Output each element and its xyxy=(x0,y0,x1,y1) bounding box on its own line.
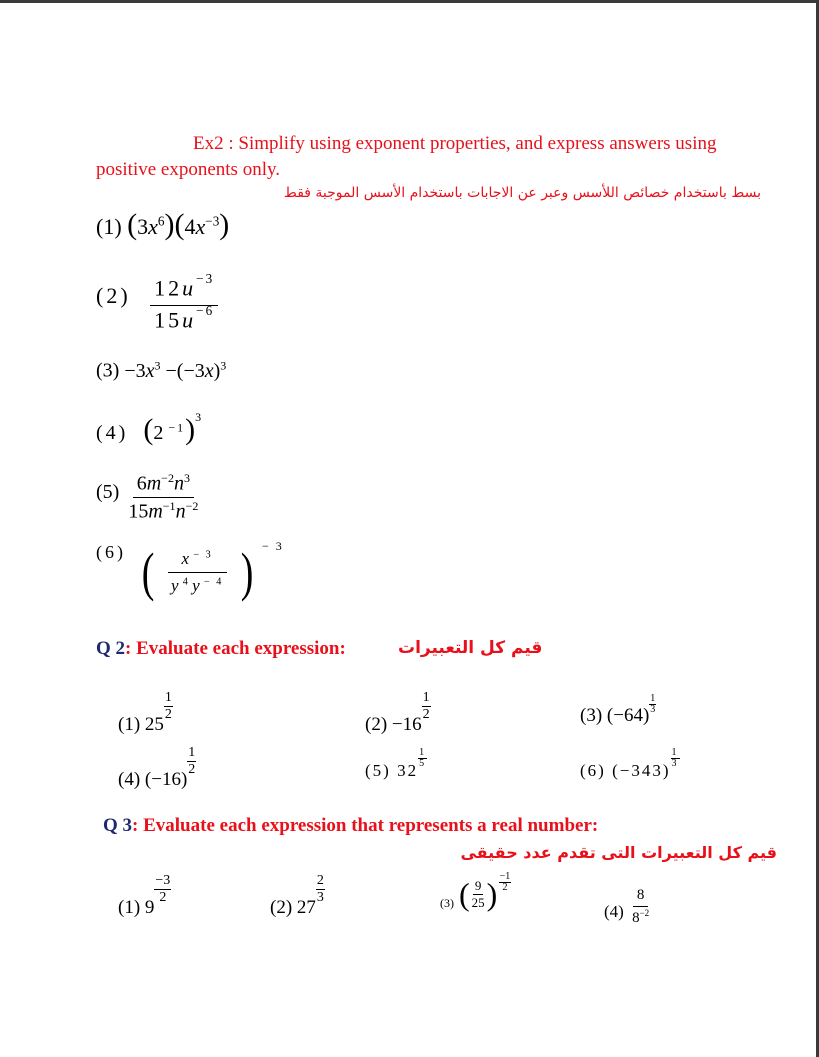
q2-problem-4 xyxy=(118,745,196,791)
ex2-label-2: (2) xyxy=(96,282,131,308)
q3-label-2: (2) xyxy=(270,897,293,918)
ex2-problem-4 xyxy=(96,410,202,447)
ex2-problem-6 xyxy=(96,539,284,602)
q2-number: Q 2 xyxy=(96,638,126,659)
q2-expr-1: 25 $\frac{1}{2}$ xyxy=(144,690,172,735)
q2-arabic-instruction: قيم كل التعبيرات xyxy=(398,638,543,658)
ex2-label-3: (3) xyxy=(96,359,120,382)
q3-expr-2: 27 $\frac{2}{3}$ xyxy=(296,873,324,918)
ex2-problem-5 xyxy=(96,472,202,522)
q3-heading-text: : Evaluate each expression that represents a real number: xyxy=(132,815,599,836)
ex2-expr-4: (2 $^{-1}$)$^3$ xyxy=(143,410,202,446)
q2-heading-text: : Evaluate each expression: xyxy=(125,638,346,659)
ex2-expr-3: $-3x^3 -(-3x)^3$ xyxy=(124,358,227,382)
q3-arabic-instruction: قيم كل التعبيرات التى تقدم عدد حقيقى xyxy=(460,843,777,862)
ex2-expr-2: $\frac{12u^{-3}}{15u^{-6}}$ xyxy=(150,276,218,332)
q2-expr-6: (−343) $\frac{1}{3}$ xyxy=(612,747,679,780)
q3-expr-1: 9 $\frac{-3}{2}$ xyxy=(144,873,171,918)
ex2-title-line2: positive exponents only. xyxy=(96,159,280,180)
q2-expr-3: (−64) $\frac{1}{3}$ xyxy=(606,693,656,726)
ex2-label-5: (5) xyxy=(96,480,120,503)
q2-problem-5 xyxy=(365,747,427,781)
q2-problem-1 xyxy=(118,690,173,736)
q3-expr-4: $\frac{8}{8^{-2}}$ xyxy=(632,887,650,926)
q2-label-1: (1) xyxy=(118,714,141,735)
q3-problem-3 xyxy=(440,871,511,913)
q2-label-5: (5) xyxy=(365,761,391,780)
q2-problem-6 xyxy=(580,747,680,781)
q2-problem-2 xyxy=(365,690,431,736)
q3-label-3: (3) xyxy=(440,896,454,911)
q3-expr-3: ( $\frac{9}{25}$ ) −1 2 xyxy=(459,871,511,912)
q3-problem-2 xyxy=(270,873,325,919)
q2-label-3: (3) xyxy=(580,705,603,726)
q2-problem-3 xyxy=(580,693,656,727)
ex2-expr-5: $\frac{6m^{-2}n^3}{15m^{-1}n^{-2}}$ xyxy=(128,471,199,523)
q2-expr-5: 32 $\frac{1}{5}$ xyxy=(397,747,427,780)
ex2-problem-2 xyxy=(96,271,218,333)
ex2-label-6: (6) xyxy=(96,542,126,563)
q3-label-4: (4) xyxy=(604,902,624,922)
q3-problem-1 xyxy=(118,873,171,919)
q3-number: Q 3 xyxy=(103,815,133,836)
q3-problem-4 xyxy=(604,888,653,927)
ex2-label-1: (1) xyxy=(96,214,122,239)
q2-heading xyxy=(96,638,346,660)
page-top-border xyxy=(0,0,819,3)
q2-expr-2: −16 $\frac{1}{2}$ xyxy=(391,690,430,735)
q2-label-2: (2) xyxy=(365,714,388,735)
ex2-problem-1 xyxy=(96,208,229,242)
q2-expr-4: (−16) $\frac{1}{2}$ xyxy=(144,745,196,790)
ex2-expr-1: $(3x^6)(4x^{-3})$ xyxy=(127,208,230,241)
q3-label-1: (1) xyxy=(118,897,141,918)
ex2-arabic-instruction: بسط باستخدام خصائص اللأسس وعبر عن الاجابات باستخدام الأسس الموجبة فقط xyxy=(283,185,761,201)
ex2-label-4: (4) xyxy=(96,422,129,444)
ex2-expr-6: ( $\frac{x ^{- 3}}{y ^4 y ^{- 4}}$ ) − 3 xyxy=(141,539,284,602)
ex2-title-line1: Ex2 : Simplify using exponent properties, and express answers using xyxy=(193,133,717,154)
q2-label-4: (4) xyxy=(118,769,141,790)
q3-heading xyxy=(103,815,598,837)
ex2-problem-3 xyxy=(96,358,226,383)
q2-label-6: (6) xyxy=(580,761,606,780)
